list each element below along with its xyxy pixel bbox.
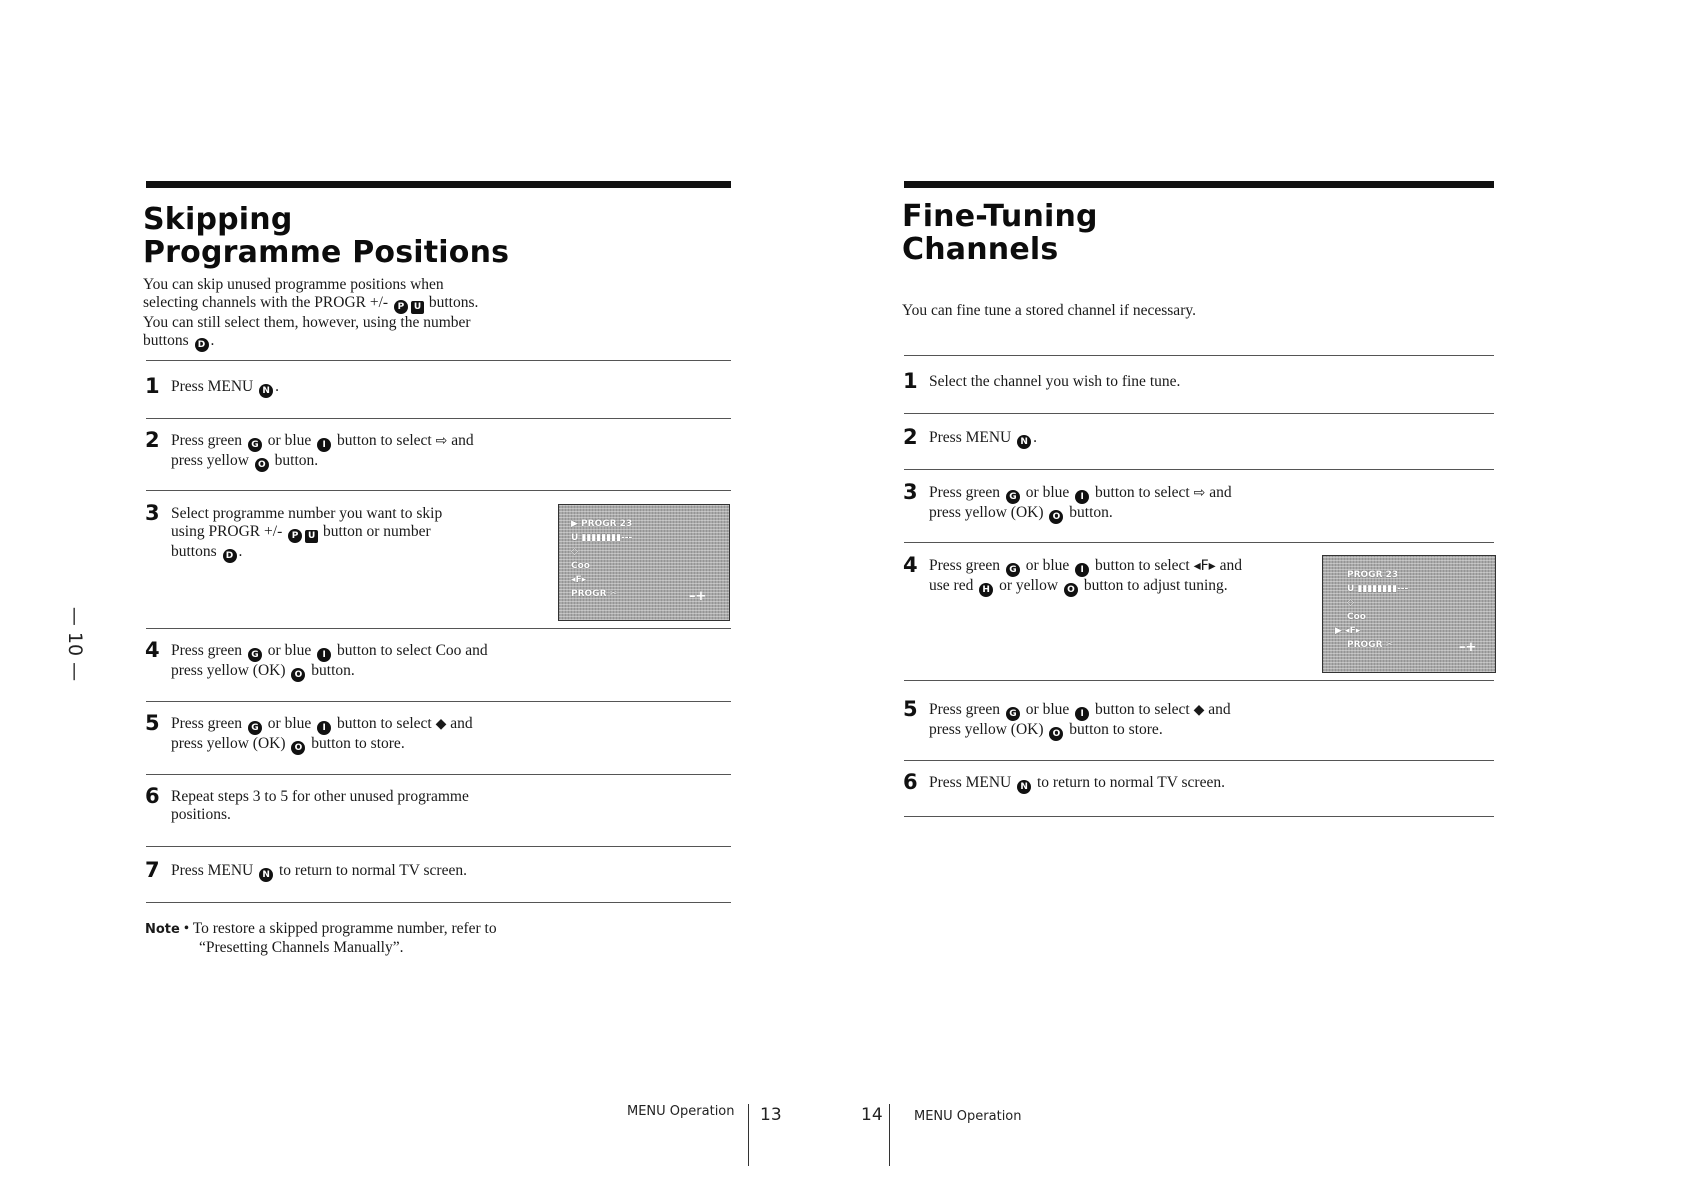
- step-part: Press MENU: [929, 429, 1012, 446]
- step-text: Select the channel you wish to fine tune.: [929, 373, 1181, 390]
- step-line: [171, 523, 442, 543]
- footer-rule: [889, 1104, 890, 1166]
- blue-button-icon: I: [1075, 707, 1089, 721]
- right-page: [790, 0, 1683, 1191]
- step-part: button to store.: [311, 735, 405, 752]
- screen-line: Coo: [571, 561, 590, 571]
- green-button-icon: G: [248, 721, 262, 735]
- step-part: press yellow (OK): [929, 721, 1044, 738]
- step-part: and: [1209, 484, 1232, 501]
- step-part: button or number: [322, 523, 431, 540]
- step-part: button to select: [1095, 484, 1190, 501]
- page-title-line1: Fine-Tuning: [902, 199, 1098, 234]
- side-page-marker: — 10 —: [64, 606, 87, 682]
- tv-menu-screen: [1322, 555, 1496, 673]
- divider: [146, 774, 731, 775]
- step-line: [929, 484, 1232, 504]
- footer-rule: [748, 1104, 749, 1166]
- step-number: 7: [145, 858, 160, 882]
- divider: [146, 902, 731, 903]
- blue-button-icon: I: [1075, 563, 1089, 577]
- menu-button-icon: N: [259, 384, 273, 398]
- intro-line: You can still select them, however, using the number: [143, 314, 471, 331]
- step-text: [171, 432, 474, 472]
- screen-line: U ▮▮▮▮▮▮▮▮---: [571, 533, 633, 543]
- step-text: [171, 862, 467, 882]
- step-line: [929, 557, 1242, 577]
- step-text: [171, 378, 279, 398]
- step-part: or blue: [267, 715, 312, 732]
- page-title-line2: Programme Positions: [143, 235, 510, 270]
- top-rule: [146, 181, 731, 188]
- step-line: [929, 701, 1231, 721]
- step-text: [171, 715, 473, 755]
- step-part: button.: [1069, 504, 1113, 521]
- step-part: Press green: [171, 432, 243, 449]
- tune-diamond-icon: ◆: [1193, 702, 1205, 718]
- blue-button-icon: I: [317, 721, 331, 735]
- step-part: to return to normal TV screen.: [1037, 774, 1225, 791]
- step-part: Press green: [929, 484, 1001, 501]
- step-part: press yellow (OK): [171, 662, 286, 679]
- step-part: or blue: [1025, 557, 1070, 574]
- step-number: 3: [145, 501, 160, 525]
- step-part: or blue: [1025, 484, 1070, 501]
- step-line: [171, 432, 474, 452]
- tv-menu-screen: [558, 504, 730, 621]
- menu-button-icon: N: [1017, 780, 1031, 794]
- green-button-icon: G: [1006, 490, 1020, 504]
- footer-page-number: 13: [760, 1105, 782, 1125]
- screen-line: PROGR 23: [1347, 570, 1399, 580]
- step-part: button to store.: [1069, 721, 1163, 738]
- step-number: 4: [145, 638, 160, 662]
- red-button-icon: H: [979, 583, 993, 597]
- step-text: [171, 505, 442, 563]
- screen-line: PROGR ✂: [571, 589, 618, 599]
- step-number: 2: [145, 428, 160, 452]
- note-label: Note: [145, 922, 180, 937]
- step-part: Press green: [929, 557, 1001, 574]
- divider: [904, 680, 1494, 681]
- step-part: button.: [274, 452, 319, 469]
- screen-line: ◂F▸: [571, 575, 587, 585]
- blue-button-icon: I: [1075, 490, 1089, 504]
- divider: [146, 701, 731, 702]
- step-part: and: [451, 432, 474, 449]
- step-number: 2: [903, 425, 918, 449]
- step-part: .: [275, 378, 279, 395]
- step-number: 1: [145, 374, 160, 398]
- footer-page-number: 14: [861, 1105, 883, 1125]
- divider: [146, 360, 731, 361]
- step-number: 4: [903, 553, 918, 577]
- step-part: .: [1033, 429, 1037, 446]
- step-part: button.: [311, 662, 355, 679]
- screen-line: ▶ PROGR 23: [571, 519, 633, 529]
- step-line: positions.: [171, 806, 231, 823]
- step-part: using PROGR +/-: [171, 523, 283, 540]
- step-part: and: [450, 715, 473, 732]
- left-page: [0, 0, 790, 1191]
- step-part: press yellow (OK): [929, 504, 1044, 521]
- yellow-button-icon: O: [1049, 510, 1063, 524]
- yellow-button-icon: O: [1049, 727, 1063, 741]
- footer-section: MENU Operation: [914, 1109, 1022, 1124]
- step-line: [171, 543, 442, 563]
- screen-line: ◇: [1347, 598, 1354, 608]
- step-part: or yellow: [999, 577, 1059, 594]
- yellow-button-icon: O: [291, 668, 305, 682]
- note-text: • To restore a skipped programme number, refer to: [183, 920, 497, 937]
- step-number: 6: [903, 770, 918, 794]
- preset-arrow-icon: ⇨: [1193, 485, 1206, 501]
- intro-part: buttons: [143, 332, 189, 349]
- step-part: and: [1208, 701, 1231, 718]
- intro-line: You can skip unused programme positions when: [143, 276, 444, 293]
- step-line: [171, 662, 488, 682]
- preset-arrow-icon: ⇨: [435, 433, 448, 449]
- blue-button-icon: I: [317, 438, 331, 452]
- step-text: [171, 642, 488, 682]
- step-text: [929, 774, 1225, 794]
- step-part: button to select: [1095, 701, 1190, 718]
- screen-line: ◇: [571, 547, 578, 557]
- step-part: use red: [929, 577, 974, 594]
- note: [145, 920, 705, 957]
- divider: [904, 355, 1494, 356]
- footer-section: MENU Operation: [627, 1104, 735, 1119]
- step-part: buttons: [171, 543, 217, 560]
- screen-control-icon: –+: [1459, 640, 1477, 655]
- yellow-button-icon: O: [255, 458, 269, 472]
- green-button-icon: G: [1006, 707, 1020, 721]
- green-button-icon: G: [248, 438, 262, 452]
- top-rule: [904, 181, 1494, 188]
- note-line: “Presetting Channels Manually”.: [199, 939, 404, 956]
- page-title-line1: Skipping: [143, 202, 293, 237]
- divider: [904, 760, 1494, 761]
- divider: [904, 413, 1494, 414]
- step-number: 5: [903, 697, 918, 721]
- divider: [146, 418, 731, 419]
- divider: [146, 628, 731, 629]
- step-text: [929, 429, 1037, 449]
- step-text: [929, 701, 1231, 741]
- green-button-icon: G: [1006, 563, 1020, 577]
- step-line: [171, 735, 473, 755]
- intro-part: buttons.: [428, 294, 479, 311]
- screen-control-icon: –+: [689, 589, 707, 604]
- step-part: button to select: [1095, 557, 1190, 574]
- divider: [146, 846, 731, 847]
- step-line: [929, 577, 1242, 597]
- progr-u-button-icon: U: [305, 530, 318, 543]
- step-part: Press MENU: [929, 774, 1012, 791]
- step-part: or blue: [1025, 701, 1070, 718]
- progr-p-button-icon: P: [394, 300, 408, 314]
- step-part: Press green: [929, 701, 1001, 718]
- screen-line: Coo: [1347, 612, 1366, 622]
- progr-u-button-icon: U: [411, 301, 424, 314]
- yellow-button-icon: O: [291, 741, 305, 755]
- step-part: button to select: [337, 432, 432, 449]
- step-line: Repeat steps 3 to 5 for other unused programme: [171, 788, 469, 805]
- number-button-icon: D: [195, 338, 209, 352]
- divider: [904, 816, 1494, 817]
- step-part: press yellow: [171, 452, 249, 469]
- tune-diamond-icon: ◆: [435, 716, 447, 732]
- step-line: [929, 504, 1232, 524]
- page-title-line2: Channels: [902, 232, 1059, 267]
- step-part: to return to normal TV screen.: [279, 862, 467, 879]
- step-line: [171, 715, 473, 735]
- step-part: Press MENU: [171, 862, 254, 879]
- intro-text: [143, 276, 663, 352]
- step-line: [171, 642, 488, 662]
- fine-tune-icon: ◂F▸: [1193, 558, 1216, 574]
- menu-button-icon: N: [259, 868, 273, 882]
- step-part: Press green: [171, 642, 243, 659]
- step-part: or blue: [267, 642, 312, 659]
- step-part: button to adjust tuning.: [1083, 577, 1228, 594]
- step-number: 6: [145, 784, 160, 808]
- step-part: button to select: [337, 715, 432, 732]
- step-part: .: [238, 543, 243, 560]
- divider: [904, 542, 1494, 543]
- intro-part: selecting channels with the PROGR +/-: [143, 294, 389, 311]
- step-number: 3: [903, 480, 918, 504]
- number-button-icon: D: [223, 549, 237, 563]
- step-part: and: [1219, 557, 1242, 574]
- step-line: [171, 452, 474, 472]
- screen-line: ▶ ◂F▸: [1335, 626, 1361, 636]
- screen-line: U ▮▮▮▮▮▮▮▮---: [1347, 584, 1409, 594]
- step-number: 5: [145, 711, 160, 735]
- menu-button-icon: N: [1017, 435, 1031, 449]
- step-text: [929, 557, 1242, 597]
- note-line: [145, 920, 705, 939]
- intro-text: You can fine tune a stored channel if necessary.: [902, 302, 1196, 319]
- step-part: or blue: [267, 432, 312, 449]
- intro-line: buttons D .: [143, 332, 215, 350]
- step-part: Press green: [171, 715, 243, 732]
- green-button-icon: G: [248, 648, 262, 662]
- step-number: 1: [903, 369, 918, 393]
- screen-line: PROGR ✂: [1347, 640, 1394, 650]
- divider: [904, 469, 1494, 470]
- divider: [146, 490, 731, 491]
- blue-button-icon: I: [317, 648, 331, 662]
- step-line: [929, 721, 1231, 741]
- intro-line: [143, 294, 663, 314]
- step-text: [929, 484, 1232, 524]
- progr-p-button-icon: P: [288, 529, 302, 543]
- step-part: button to select Coo and: [337, 642, 488, 659]
- step-part: press yellow (OK): [171, 735, 286, 752]
- step-text: [171, 788, 469, 824]
- yellow-button-icon: O: [1064, 583, 1078, 597]
- step-part: Press MENU: [171, 378, 254, 395]
- step-line: Select programme number you want to skip: [171, 505, 443, 522]
